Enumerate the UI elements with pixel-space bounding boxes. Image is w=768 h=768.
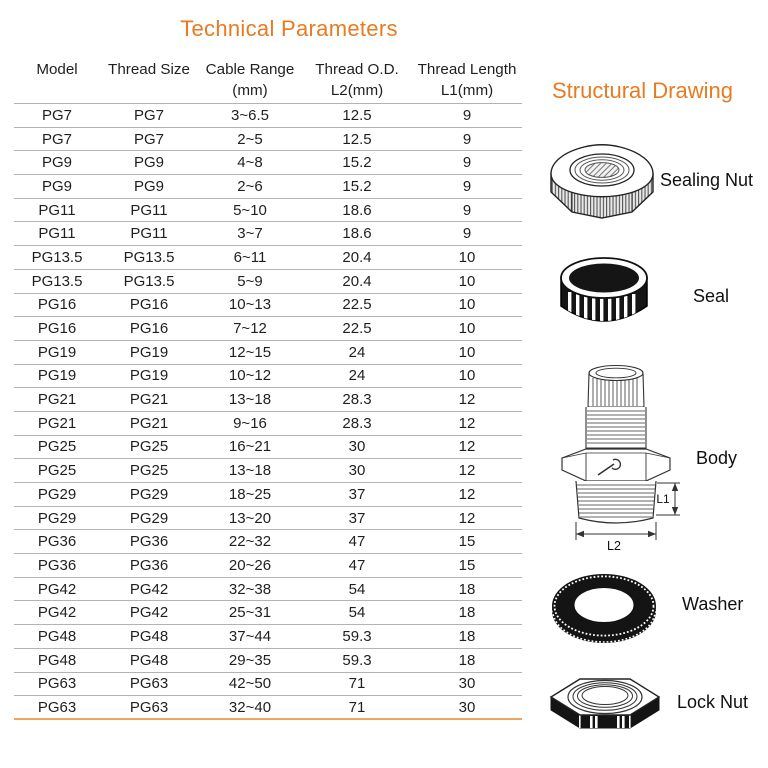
table-cell: 28.3 xyxy=(302,388,412,412)
table-row xyxy=(14,198,522,222)
table-cell: PG42 xyxy=(100,577,198,601)
table-cell: 30 xyxy=(302,459,412,483)
table-cell: PG42 xyxy=(14,601,100,625)
table-cell: 30 xyxy=(412,672,522,696)
table-cell: 37~44 xyxy=(198,625,302,649)
lock-nut-illustration xyxy=(546,650,664,752)
table-cell: 15.2 xyxy=(302,175,412,199)
table-cell: PG42 xyxy=(14,577,100,601)
table-row xyxy=(14,293,522,317)
table-row xyxy=(14,411,522,435)
table-cell: PG25 xyxy=(14,459,100,483)
table-row xyxy=(14,601,522,625)
table-cell: 15.2 xyxy=(302,151,412,175)
table-row xyxy=(14,696,522,720)
table-cell: 9 xyxy=(412,151,522,175)
table-cell: 13~20 xyxy=(198,506,302,530)
drawing-title: Structural Drawing xyxy=(552,78,733,103)
table-cell: PG13.5 xyxy=(14,246,100,270)
dimension-label-l2: L2 xyxy=(607,539,621,552)
sealing-nut-illustration xyxy=(548,124,656,234)
table-cell: 9 xyxy=(412,222,522,246)
table-cell: 20.4 xyxy=(302,269,412,293)
table-cell: 6~11 xyxy=(198,246,302,270)
table-cell: PG19 xyxy=(14,364,100,388)
table-cell: 10 xyxy=(412,340,522,364)
column-header-cable-range xyxy=(198,59,302,101)
table-cell: PG16 xyxy=(100,293,198,317)
table-cell: 10~12 xyxy=(198,364,302,388)
table-cell: 30 xyxy=(412,696,522,720)
table-cell: 9 xyxy=(412,198,522,222)
table-cell: 4~8 xyxy=(198,151,302,175)
table-cell: 47 xyxy=(302,530,412,554)
table-cell: 12.5 xyxy=(302,104,412,128)
table-cell: PG21 xyxy=(14,388,100,412)
table-row xyxy=(14,672,522,696)
table-cell: 59.3 xyxy=(302,625,412,649)
table-header xyxy=(14,59,522,101)
part-sealing-nut xyxy=(548,124,768,240)
table-row xyxy=(14,246,522,270)
column-header-model xyxy=(14,59,100,101)
dimension-label-l1: L1 xyxy=(656,492,670,506)
table-cell: 25~31 xyxy=(198,601,302,625)
table-cell: 9 xyxy=(412,175,522,199)
table-cell: 9 xyxy=(412,127,522,151)
table-cell: PG48 xyxy=(14,648,100,672)
body-illustration xyxy=(556,362,682,552)
table-cell: 24 xyxy=(302,364,412,388)
table-cell: PG7 xyxy=(14,104,100,128)
table-cell: 5~9 xyxy=(198,269,302,293)
table-row xyxy=(14,127,522,151)
table-cell: 22~32 xyxy=(198,530,302,554)
table-cell: 29~35 xyxy=(198,648,302,672)
table-row xyxy=(14,388,522,412)
table-cell: 71 xyxy=(302,672,412,696)
table-cell: 59.3 xyxy=(302,648,412,672)
table-cell: 20.4 xyxy=(302,246,412,270)
table-cell: 3~6.5 xyxy=(198,104,302,128)
table-row xyxy=(14,483,522,507)
page-title: Technical Parameters xyxy=(180,16,398,41)
table-cell: 10 xyxy=(412,269,522,293)
table-cell: PG29 xyxy=(100,506,198,530)
table-row xyxy=(14,506,522,530)
table-row xyxy=(14,554,522,578)
part-label: Lock Nut xyxy=(677,692,749,712)
column-header-line1: Cable Range xyxy=(205,61,295,78)
table-cell: PG11 xyxy=(14,198,100,222)
table-cell: PG11 xyxy=(14,222,100,246)
table-cell: 15 xyxy=(412,530,522,554)
part-label: Body xyxy=(696,448,738,468)
column-header-line1: Thread Length xyxy=(417,61,517,78)
table-cell: PG63 xyxy=(100,672,198,696)
table-cell: 12 xyxy=(412,483,522,507)
table-cell: PG13.5 xyxy=(100,269,198,293)
table-row xyxy=(14,435,522,459)
part-label: Sealing Nut xyxy=(660,170,754,190)
table-row xyxy=(14,625,522,649)
table-cell: PG13.5 xyxy=(100,246,198,270)
table-cell: 7~12 xyxy=(198,317,302,341)
table-cell: 47 xyxy=(302,554,412,578)
table-cell: PG42 xyxy=(100,601,198,625)
table-cell: 15 xyxy=(412,554,522,578)
table-cell: 18~25 xyxy=(198,483,302,507)
table-cell: 13~18 xyxy=(198,459,302,483)
table-cell: 22.5 xyxy=(302,317,412,341)
table-cell: 9 xyxy=(412,104,522,128)
table-cell: PG63 xyxy=(14,696,100,720)
table-cell: 18 xyxy=(412,648,522,672)
table-cell: 24 xyxy=(302,340,412,364)
column-header-thread-size xyxy=(100,59,198,101)
column-header-line2: L1(mm) xyxy=(440,82,494,99)
table-cell: PG36 xyxy=(14,554,100,578)
table-cell: PG48 xyxy=(100,648,198,672)
column-header-line1: Thread Size xyxy=(108,61,190,78)
table-cell: 54 xyxy=(302,577,412,601)
table-cell: 12.5 xyxy=(302,127,412,151)
table-cell: PG9 xyxy=(14,175,100,199)
washer-illustration xyxy=(548,564,660,652)
table-cell: PG16 xyxy=(100,317,198,341)
table-cell: 10 xyxy=(412,317,522,341)
table-cell: PG11 xyxy=(100,222,198,246)
table-cell: PG63 xyxy=(100,696,198,720)
table-row xyxy=(14,175,522,199)
table-row xyxy=(14,577,522,601)
table-cell: 12 xyxy=(412,411,522,435)
table-row xyxy=(14,459,522,483)
table-cell: PG13.5 xyxy=(14,269,100,293)
table-row xyxy=(14,317,522,341)
table-cell: PG7 xyxy=(100,104,198,128)
table-cell: 32~38 xyxy=(198,577,302,601)
table-cell: 12 xyxy=(412,506,522,530)
table-cell: 71 xyxy=(302,696,412,720)
table-cell: PG29 xyxy=(100,483,198,507)
table-cell: PG25 xyxy=(14,435,100,459)
table-cell: PG21 xyxy=(100,388,198,412)
table-row xyxy=(14,269,522,293)
table-row xyxy=(14,151,522,175)
table-cell: 2~5 xyxy=(198,127,302,151)
table-row xyxy=(14,364,522,388)
seal-illustration xyxy=(556,248,652,340)
table-cell: 12 xyxy=(412,388,522,412)
table-cell: PG19 xyxy=(14,340,100,364)
table-cell: 18 xyxy=(412,601,522,625)
table-cell: 10 xyxy=(412,364,522,388)
column-header-line2: L2(mm) xyxy=(330,82,384,99)
table-cell: PG19 xyxy=(100,340,198,364)
table-cell: 18.6 xyxy=(302,222,412,246)
table-cell: 2~6 xyxy=(198,175,302,199)
part-body xyxy=(556,362,768,554)
table-cell: 37 xyxy=(302,483,412,507)
column-header-thread-length xyxy=(412,59,522,101)
part-label: Washer xyxy=(682,594,744,614)
table-cell: PG29 xyxy=(14,506,100,530)
table-cell: 12~15 xyxy=(198,340,302,364)
table-cell: PG48 xyxy=(14,625,100,649)
table-cell: 3~7 xyxy=(198,222,302,246)
column-header-line1: Model xyxy=(36,61,78,78)
column-header-thread-od xyxy=(302,59,412,101)
part-lock-nut xyxy=(546,650,768,754)
table-cell: PG7 xyxy=(14,127,100,151)
table-cell: PG9 xyxy=(14,151,100,175)
part-washer xyxy=(548,564,768,654)
table-cell: 18 xyxy=(412,625,522,649)
part-label: Seal xyxy=(693,286,730,306)
table-cell: PG48 xyxy=(100,625,198,649)
table-row xyxy=(14,104,522,128)
table-cell: PG21 xyxy=(14,411,100,435)
table-cell: 18.6 xyxy=(302,198,412,222)
table-cell: 13~18 xyxy=(198,388,302,412)
table-cell: 16~21 xyxy=(198,435,302,459)
table-row xyxy=(14,222,522,246)
table-row xyxy=(14,340,522,364)
table-cell: PG36 xyxy=(14,530,100,554)
column-header-line2: (mm) xyxy=(232,82,268,99)
table-cell: PG25 xyxy=(100,459,198,483)
table-cell: PG9 xyxy=(100,175,198,199)
table-cell: PG19 xyxy=(100,364,198,388)
parameters-table-body xyxy=(14,104,522,720)
table-cell: PG16 xyxy=(14,317,100,341)
table-cell: 9~16 xyxy=(198,411,302,435)
table-cell: PG9 xyxy=(100,151,198,175)
table-row xyxy=(14,648,522,672)
table-cell: PG21 xyxy=(100,411,198,435)
table-cell: 5~10 xyxy=(198,198,302,222)
table-cell: PG25 xyxy=(100,435,198,459)
table-cell: PG16 xyxy=(14,293,100,317)
table-cell: 20~26 xyxy=(198,554,302,578)
table-cell: 22.5 xyxy=(302,293,412,317)
table-cell: 18 xyxy=(412,577,522,601)
table-cell: 37 xyxy=(302,506,412,530)
parameters-table xyxy=(14,103,522,720)
table-cell: 30 xyxy=(302,435,412,459)
table-cell: PG7 xyxy=(100,127,198,151)
table-cell: 10 xyxy=(412,293,522,317)
table-cell: 10 xyxy=(412,246,522,270)
table-cell: 54 xyxy=(302,601,412,625)
part-seal xyxy=(556,248,768,344)
table-cell: PG11 xyxy=(100,198,198,222)
table-cell: 32~40 xyxy=(198,696,302,720)
table-cell: 12 xyxy=(412,435,522,459)
table-cell: 28.3 xyxy=(302,411,412,435)
table-cell: PG36 xyxy=(100,530,198,554)
column-header-line1: Thread O.D. xyxy=(315,61,399,78)
table-cell: PG63 xyxy=(14,672,100,696)
table-cell: PG36 xyxy=(100,554,198,578)
table-cell: PG29 xyxy=(14,483,100,507)
table-cell: 12 xyxy=(412,459,522,483)
table-cell: 42~50 xyxy=(198,672,302,696)
table-cell: 10~13 xyxy=(198,293,302,317)
table-row xyxy=(14,530,522,554)
